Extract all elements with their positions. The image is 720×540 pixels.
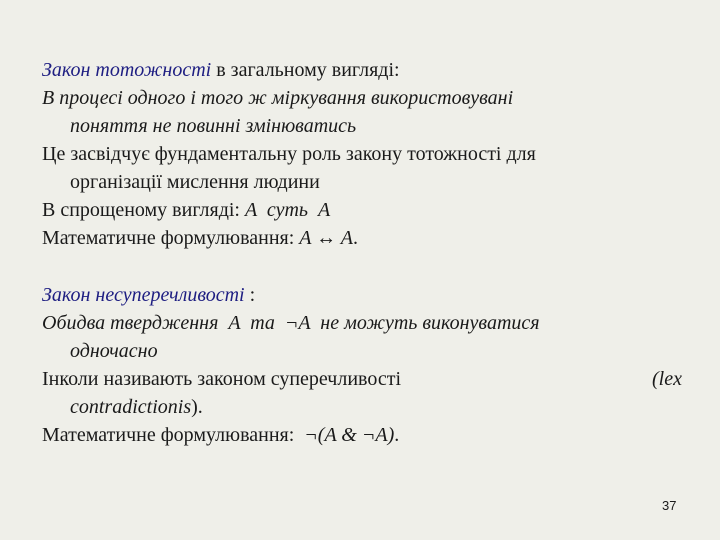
slide-content [42,56,682,449]
law2-heading [42,281,682,309]
section-spacer [42,252,682,281]
law2-alias-latin: contradictionis [70,396,192,418]
law1-heading [42,56,682,84]
law2-title-suffix: : [244,284,256,306]
law2-math-prefix: Математичне формулювання: [42,424,305,446]
law1-role-line1: Це засвідчує фундаментальну роль закону тотожності для [42,143,536,165]
law1-title-suffix: в загальному вигляді: [211,59,400,81]
law1-simple-formula: A суть A [244,199,331,221]
law1-math-form [42,224,682,252]
page-number: 37 [662,498,677,513]
law2-alias-line2 [42,393,682,421]
law1-math-formula: A ↔ A [299,227,354,249]
law1-title: Закон тотожності [42,59,212,81]
law1-definition-line1: В процесі одного і того ж міркування використовувані [42,87,514,109]
law1-math-end: . [353,227,359,249]
law2-math-formula: ¬(A & ¬A) [304,424,395,446]
law2-math-form [42,421,682,449]
law1-definition-line2: поняття не повинні змінюватись [70,115,357,137]
law1-math-prefix: Математичне формулювання: [42,227,300,249]
law2-definition-line2: одночасно [70,340,158,362]
law2-title: Закон несуперечливості [42,284,245,306]
law2-alias-text: Інколи називають законом суперечливості [42,368,402,390]
law2-alias-end: ). [191,396,203,418]
law2-alias-latin-open: (lex [652,368,682,390]
law1-simple-form [42,196,682,224]
law1-role-line2: організації мислення людини [70,171,320,193]
law2-definition-line1: Обидва твердження A та ¬A не можуть виконуватися [42,312,540,334]
law2-math-end: . [394,424,400,446]
law1-simple-prefix: В спрощеному вигляді: [42,199,245,221]
law2-alias-line1 [42,365,682,393]
